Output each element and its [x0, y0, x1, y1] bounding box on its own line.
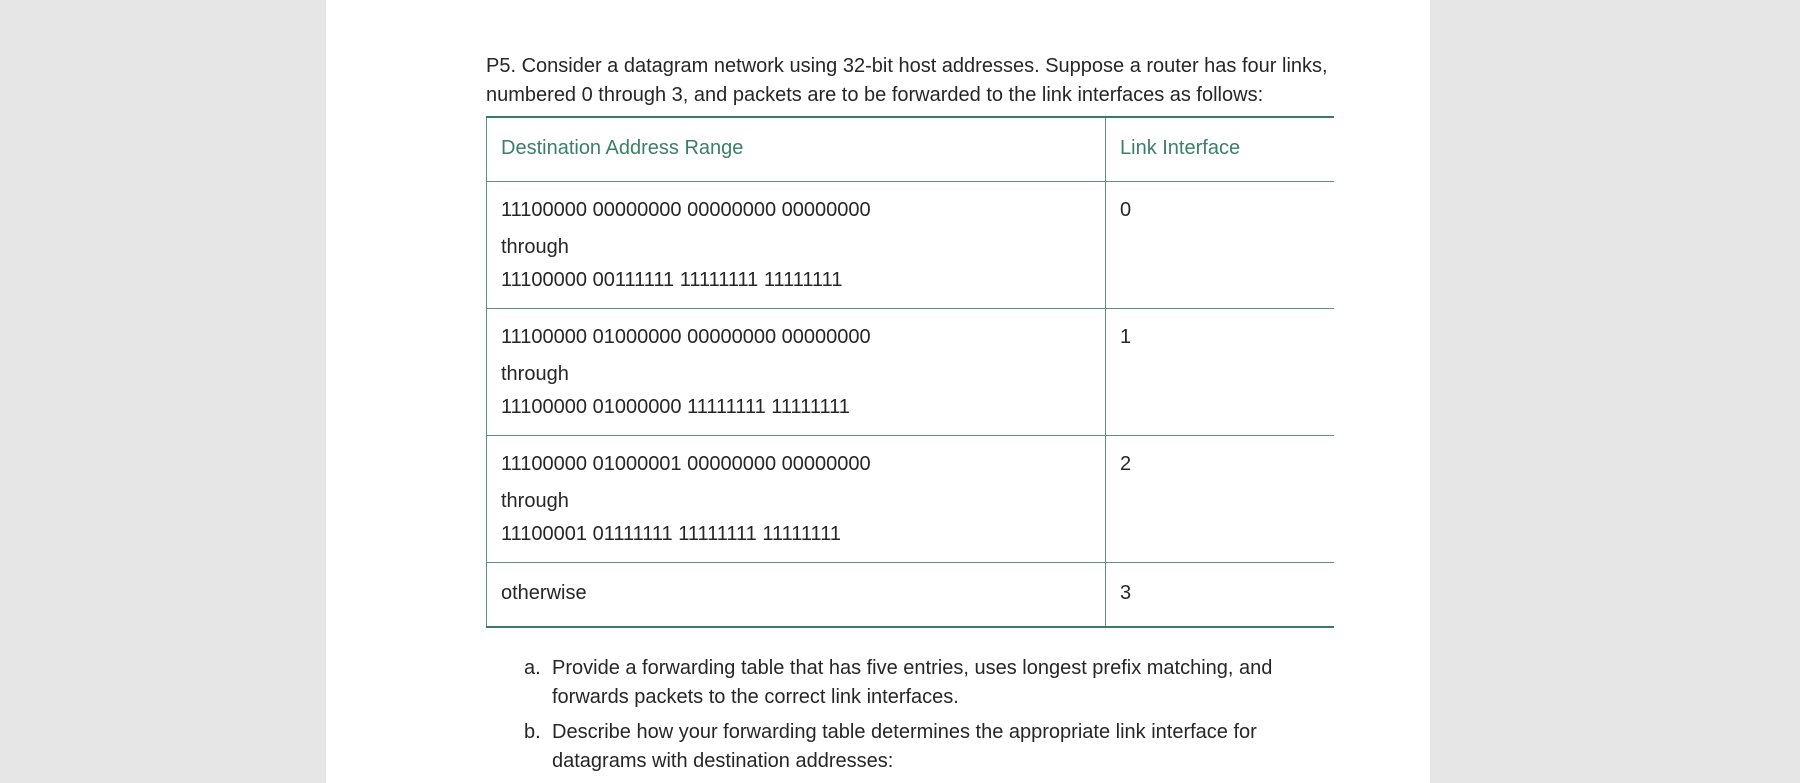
range-end: 11100000 01000000 11111111 11111111	[501, 396, 850, 418]
range-through: through	[501, 363, 569, 385]
link-interface-value: 2	[1120, 453, 1132, 475]
forwarding-ranges-table	[486, 116, 1334, 628]
range-start: 11100000 00000000 00000000 00000000	[501, 199, 871, 221]
otherwise-label: otherwise	[501, 582, 587, 604]
problem-statement	[486, 52, 1336, 110]
address-range-cell	[487, 182, 1106, 309]
question-text-line-2: datagrams with destination addresses:	[552, 750, 894, 772]
question-list	[486, 654, 1336, 776]
question-text-line-2: forwards packets to the correct link interfaces.	[552, 686, 959, 708]
table-header-row	[487, 117, 1335, 182]
link-interface-cell	[1106, 309, 1335, 436]
link-interface-cell	[1106, 182, 1335, 309]
range-start: 11100000 01000000 00000000 00000000	[501, 326, 871, 348]
question-item	[524, 654, 1292, 712]
question-marker: a.	[524, 657, 541, 679]
document-page	[326, 0, 1430, 783]
otherwise-cell	[487, 563, 1106, 628]
document-content	[486, 52, 1336, 782]
question-text-line-1: Provide a forwarding table that has five entries, uses longest prefix matching, and	[552, 657, 1273, 679]
link-interface-cell	[1106, 436, 1335, 563]
table-row	[487, 309, 1335, 436]
range-end: 11100000 00111111 11111111 11111111	[501, 269, 843, 291]
address-range-cell	[487, 309, 1106, 436]
header-destination-address-range: Destination Address Range	[487, 117, 1106, 182]
header-link-interface: Link Interface	[1106, 117, 1335, 182]
range-start: 11100000 01000001 00000000 00000000	[501, 453, 871, 475]
question-item	[524, 718, 1292, 776]
table-row	[487, 436, 1335, 563]
table-row-otherwise	[487, 563, 1335, 628]
link-interface-value: 3	[1120, 582, 1132, 604]
range-through: through	[501, 490, 569, 512]
question-text-line-1: Describe how your forwarding table determines the appropriate link interface for	[552, 721, 1257, 743]
range-through: through	[501, 236, 569, 258]
problem-statement-line-2: numbered 0 through 3, and packets are to be forwarded to the link interfaces as follows:	[486, 84, 1264, 106]
problem-statement-line-1: P5. Consider a datagram network using 32-bit host addresses. Suppose a router has four links,	[486, 55, 1328, 77]
address-range-cell	[487, 436, 1106, 563]
link-interface-cell	[1106, 563, 1335, 628]
range-end: 11100001 01111111 11111111 11111111	[501, 523, 841, 545]
question-marker: b.	[524, 721, 541, 743]
link-interface-value: 0	[1120, 199, 1132, 221]
table-row	[487, 182, 1335, 309]
link-interface-value: 1	[1120, 326, 1132, 348]
